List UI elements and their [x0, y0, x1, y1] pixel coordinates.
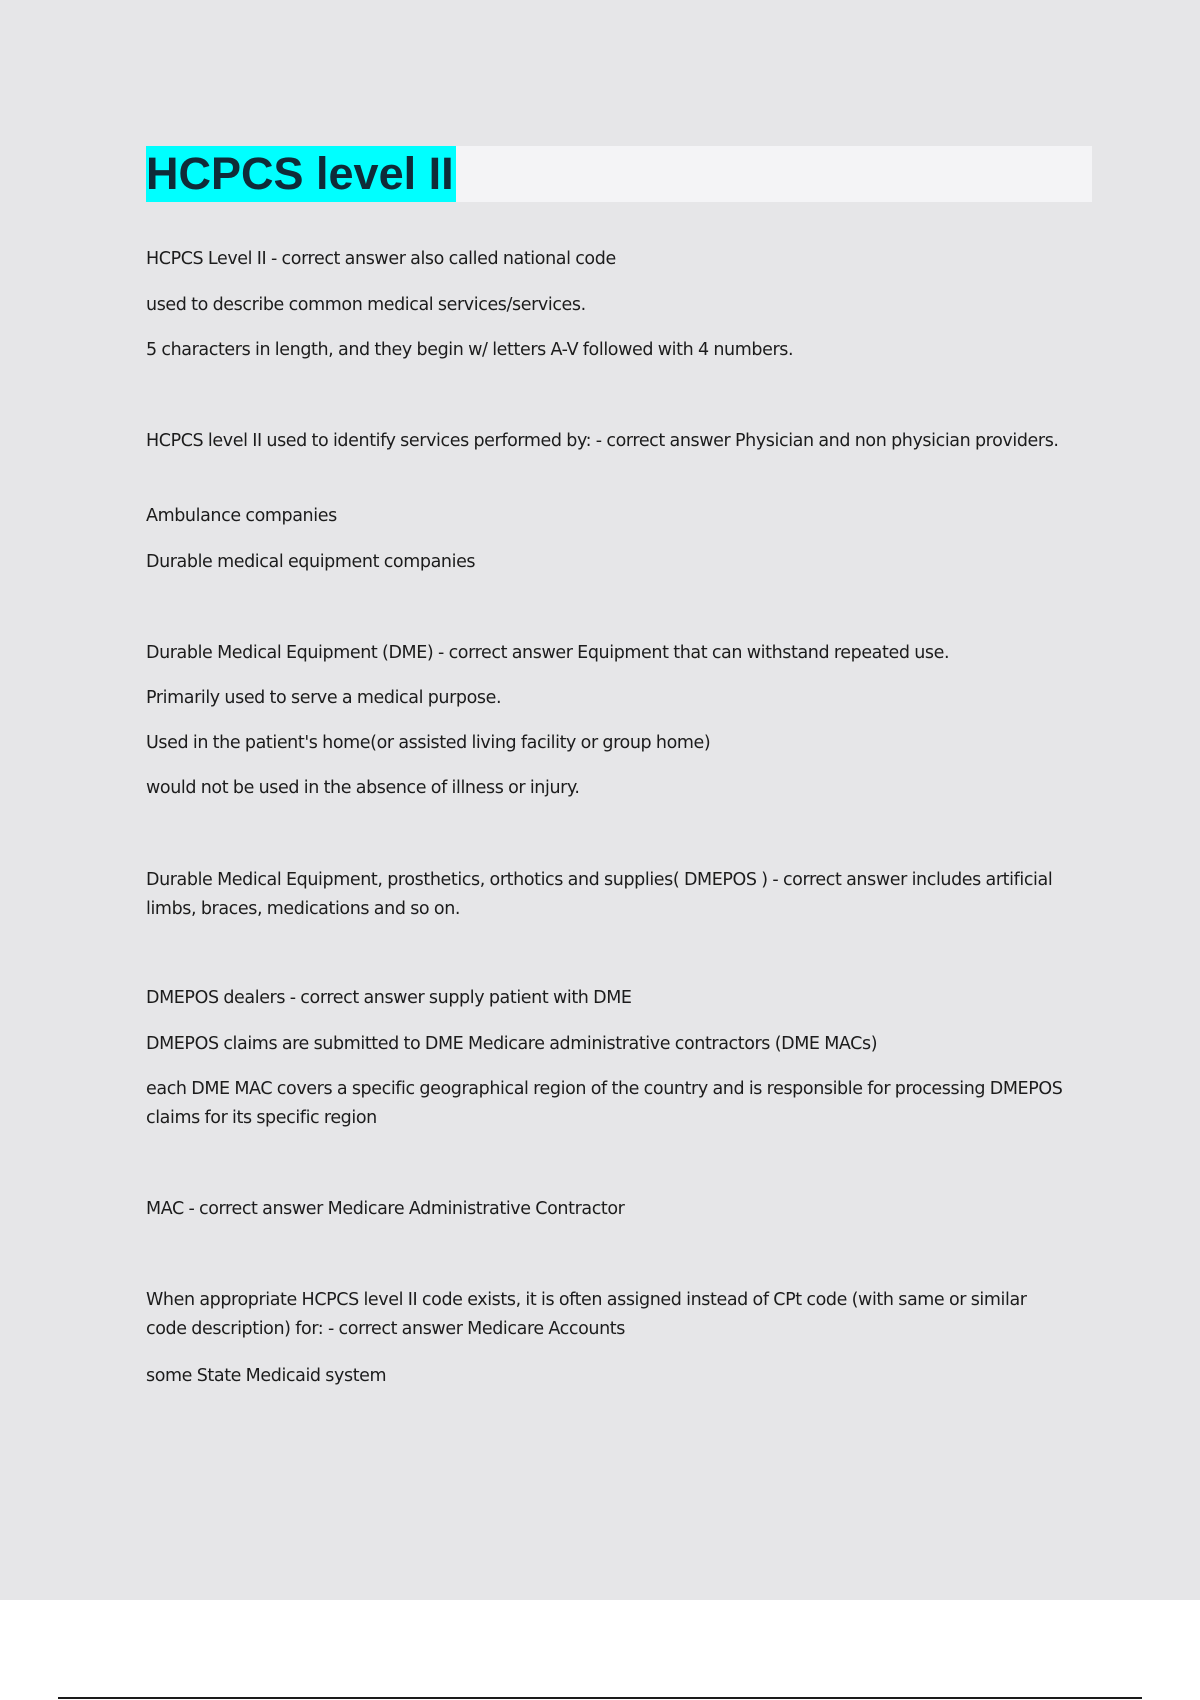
text-line: Durable medical equipment companies: [146, 552, 476, 572]
text-line: HCPCS level II used to identify services performed by: - correct answer Physician and non physician providers.: [146, 431, 1059, 451]
text-line: some State Medicaid system: [146, 1366, 387, 1386]
text-line: MAC - correct answer Medicare Administrative Contractor: [146, 1199, 625, 1219]
text-line: each DME MAC covers a specific geographical region of the country and is responsible for processing DMEPOS claims for its specific region: [146, 1079, 1063, 1128]
text-line: HCPCS Level II - correct answer also called national code: [146, 249, 616, 269]
text-line: Used in the patient's home(or assisted living facility or group home): [146, 733, 711, 753]
text-line: Durable Medical Equipment (DME) - correct answer Equipment that can withstand repeated use.: [146, 643, 950, 663]
text-line: would not be used in the absence of illness or injury.: [146, 778, 580, 798]
text-line: DMEPOS dealers - correct answer supply patient with DME: [146, 988, 632, 1008]
document-title: HCPCS level II: [146, 146, 456, 202]
text-line: Primarily used to serve a medical purpose.: [146, 688, 502, 708]
text-line: When appropriate HCPCS level II code exists, it is often assigned instead of CPt code (with same or similar code description) for: - correct answer Medicare Accounts: [146, 1290, 1027, 1339]
footer-divider: [58, 1697, 1142, 1699]
text-line: DMEPOS claims are submitted to DME Medicare administrative contractors (DME MACs): [146, 1034, 878, 1054]
text-line: used to describe common medical services/services.: [146, 295, 586, 315]
text-line: Durable Medical Equipment, prosthetics, orthotics and supplies( DMEPOS ) - correct answer includes artificial limbs, braces, medications and so on.: [146, 870, 1053, 919]
text-line: Ambulance companies: [146, 506, 337, 526]
text-line: 5 characters in length, and they begin w/ letters A-V followed with 4 numbers.: [146, 340, 794, 360]
